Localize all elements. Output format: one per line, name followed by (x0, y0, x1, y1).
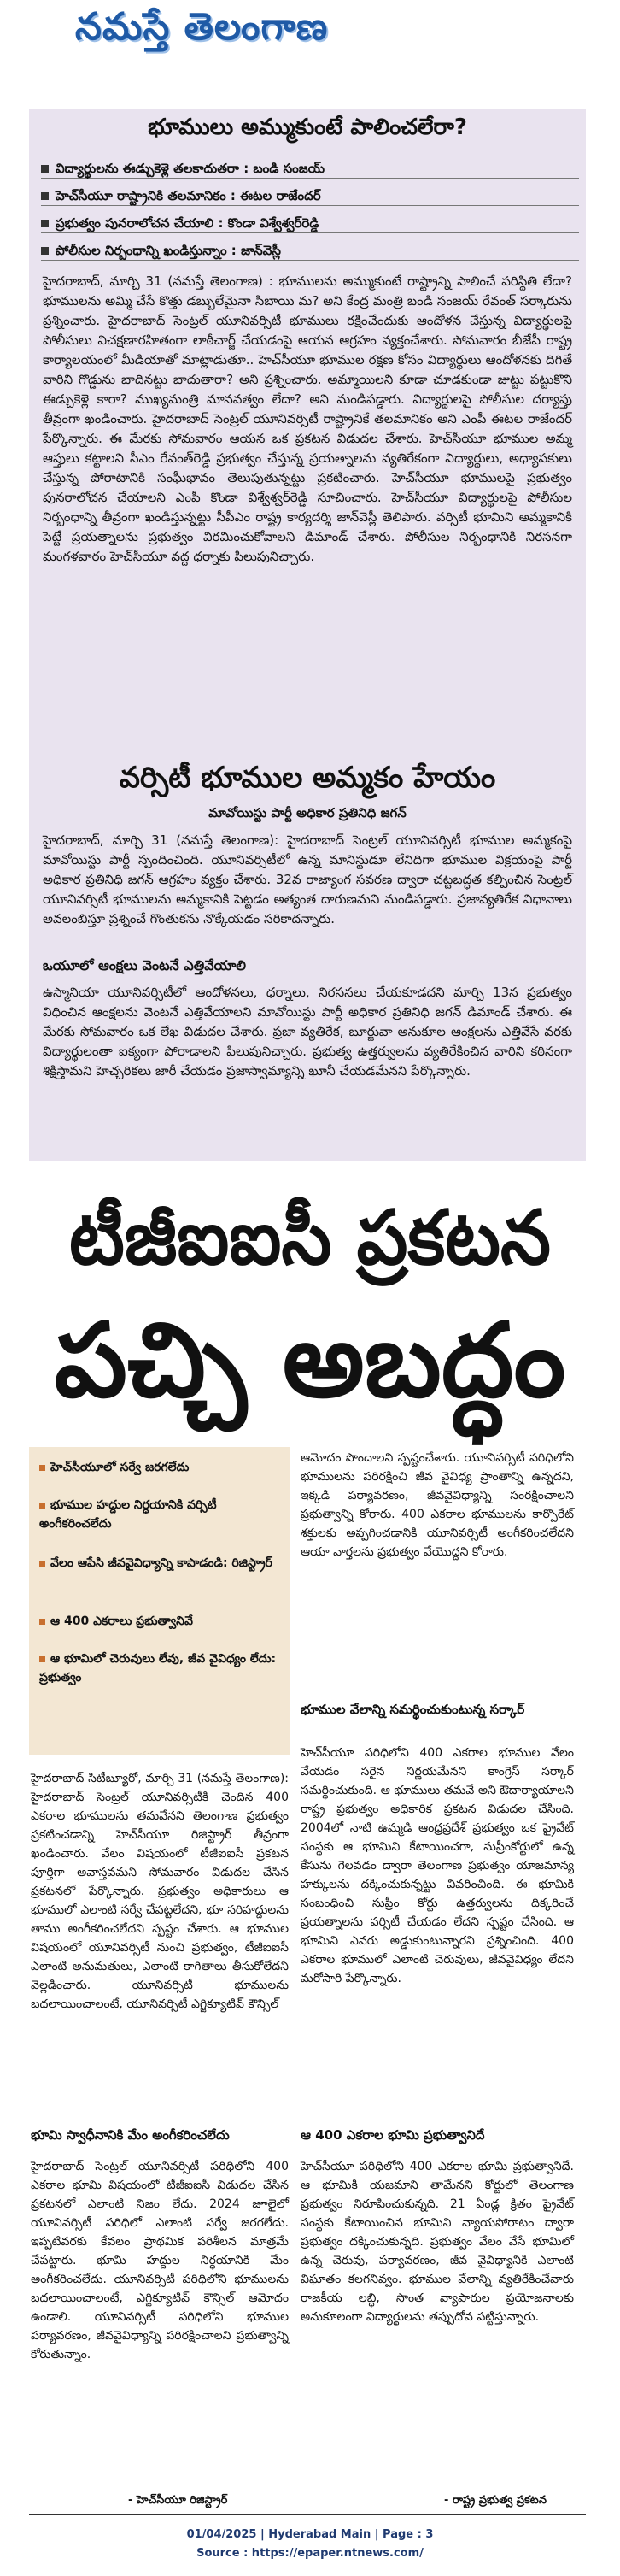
main-right-subhead: భూముల వేలాన్ని సమర్థించుకుంటున్న సర్కార్ (301, 1702, 525, 1717)
keypoints-box (29, 1447, 290, 1755)
article2-subhead2: ఒయూలో ఆంక్షలు వెంటనే ఎత్తివేయాలి (43, 957, 247, 973)
bullet-icon (41, 192, 49, 200)
keypoint: వేలం ఆపేసి జీవవైవిధ్యాన్ని కాపాడండి: రిజిస్ట్రార్ (39, 1554, 287, 1573)
article1-bullet: పోలీసుల నిర్బంధాన్ని ఖండిస్తున్నాం : జాన్‌వెస్లీ (41, 241, 579, 261)
keypoint: ఆ 400 ఎకరాలు ప్రభుత్వానివే (39, 1612, 287, 1631)
bullet-icon (41, 165, 49, 173)
bullet-icon (41, 220, 49, 227)
bullet-icon (39, 1503, 45, 1509)
article2-body: హైదరాబాద్, మార్చి 31 (నమస్తే తెలంగాణ): హైదరాబాద్ సెంట్రల్ యూనివర్సిటీ భూముల అమ్మకంపై మావోయిస్టు పార్టీ స్పందించింది. యూనివర్సిటీలో ఉన్న మానిస్టుడూ లేనిదిగా భూముల విక్రయంపై పార్టీ అధికార ప్రతినిధి జగన్ ఆగ్రహం వ్యక్తం చేశారు. 32వ రాజ్యాంగ సవరణ ద్వారా చట్టబద్ధత కల్పించిన సెంట్రల్ యూనివర్సిటీ భూములను అమ్మకానికి పెట్టడం అత్యంత దారుణమని మండిపడ్డారు. ప్రజావ్యతిరేక విధానాలు అవలంబిస్తూ ప్రశ్నించే గొంతుకను నొక్కేయడం సరికాదన్నారు. (43, 832, 572, 926)
bullet-icon (39, 1619, 45, 1625)
divider (29, 2514, 586, 2515)
main-right-body2: హెచ్‌సీయూ పరిధిలోని 400 ఎకరాల భూముల వేలం వేయడం సరైన నిర్ణయమేనని కాంగ్రెస్ సర్కార్ సమర్థించుకుంది. ఆ భూములు తమవే అని ఔదార్యాయాలని రాష్ట్ర ప్రభుత్వం అధికారిక ప్రకటన విడుదల చేసింది. 2004లో నాటి ఉమ్మడి ఆంధ్రప్రదేశ్ ప్రభుత్వం ఒక ప్రైవేట్ సంస్థకు ఆ భూమిని కేటాయించగా, సుప్రీంకోర్టులో ఉన్న కేసును గెలవడం ద్వారా తెలంగాణ ప్రభుత్వం యాజమాన్య హక్కులను దక్కించుకున్నట్టు వివరించింది. ఈ భూమికి సంబంధించి సుప్రీం కోర్టు ఉత్తర్వులను దిక్కరించే ప్రయత్నాలను పర్సిటీ చేయడం లేదని స్పష్టం చేసింది. ఆ భూమిని ఎవరు అడ్డుకుంటున్నారని ప్రశ్నించింది. 400 ఎకరాల భూములో ఎలాంటి చెరువులు, జీవవైవిధ్యం లేదని మరోసారి పేర్కొన్నారు. (301, 1746, 574, 1985)
article2-body2: ఉస్మానియా యూనివర్సిటీలో ఆందోళనలు, ధర్నాలు, నిరసనలు చేయకూడదని మార్చి 13న ప్రభుత్వం విధించిన ఆంక్షలను వెంటనే ఎత్తివేయాలని మావోయిస్టు పార్టీ అధికార ప్రతినిధి జగన్ డిమాండ్ చేశారు. ఈ మేరకు సోమవారం ఒక లేఖ విడుదల చేశారు. ప్రజా వ్యతిరేక, బూర్జువా అనుకూల ఆంక్షలను ఎత్తివేసే వరకు విద్యార్థులంతా ఐక్యంగా పోరాడాలని పిలుపునిచ్చారు. ప్రభుత్వ ఉత్తర్వులను వ్యతిరేకించిన వారిని కఠినంగా శిక్షిస్తామని హెచ్చరికలు జారీ చేయడం ప్రజాస్వామ్యాన్ని ఖూనీ చేయడమేనని పేర్కొన్నారు. (43, 985, 572, 1079)
col4-title: ఆ 400 ఎకరాల భూమి ప్రభుత్వానిదే (301, 2127, 485, 2143)
article1-bullet: విద్యార్థులను ఈడ్చుకెళ్లె తలకాదుతరా : బండి సంజయ్ (41, 159, 579, 179)
bullet-icon (41, 247, 49, 255)
col4-signature: - రాష్ట్ర ప్రభుత్వ ప్రకటన (444, 2494, 547, 2507)
article1-bullet: ప్రభుత్వం పునరాలోచన చేయాలి : కొండా విశ్వేశ్వర్‌రెడ్డి (41, 214, 579, 233)
keypoint: ఆ భూమిలో చెరువులు లేవు, జీవ వైవిధ్యం లేదు: ప్రభుత్వం (39, 1652, 277, 1685)
footer-meta: 01/04/2025 | Hyderabad Main | Page : 3 (186, 2528, 434, 2541)
newspaper-logo: నమస్తే తెలంగాణ (75, 5, 329, 49)
article1-body: హైదరాబాద్, మార్చి 31 (నమస్తే తెలంగాణ) : భూములను అమ్ముకుంటే రాష్ట్రాన్ని పాలించే పరిస్థితి లేదా? భూములను అమ్మి చేసే కొత్తు డబ్బులేమైనా సిబాయి మ? అని కేంద్ర మంత్రి బండి సంజయ్ రేవంత్ సర్కారును ప్రశ్నించారు. హైదరాబాద్ సెంట్రల్ యూనివర్సిటీ భూములు రక్షించేందుకు ఆందోళన చేస్తున్న విద్యార్థులపై పోలీసులు విచక్షణారహితంగా లాఠీచార్జ్ చేయడంపై ఆయన ఆగ్రహం వ్యక్తంచేశారు. సోమవారం బీజేపీ రాష్ట్ర కార్యాలయంలో మీడియాతో మాట్లాడుతూ.. హెచ్‌సీయూ భూముల రక్షణ కోసం విద్యార్థులు ఆందోళనకు దిగితే వారిని గొడ్డును బాదినట్టు బాదుతారా? అని ప్రశ్నించారు. అమ్మాయిలని కూడా చూడకుండా జుట్టు పట్టుకొని ఈడ్చుకెళ్లె కారా? ముఖ్యమంత్రి మానవత్వం లేదా? అని మండిపడ్డారు. విద్యార్థులపై పోలీసుల దర్యాప్తు తీవ్రంగా ఖండించారు. హైదరాబాద్ సెంట్రల్ యూనివర్సిటీ రాష్ట్రానికే తలమానికం అని ఎంపీ ఈటల రాజేందర్ పేర్కొన్నారు. ఈ మేరకు సోమవారం ఆయన ఒక ప్రకటన విడుదల చేశారు. హెచ్‌సీయూ భూముల అమ్మ ఆప్తులు కట్టాలని సీఎం రేవంత్‌రెడ్డి ప్రభుత్వం చేస్తున్న ప్రయత్నాలను వ్యతిరేకంగా విద్యార్థులు, అధ్యాపకులు చేస్తున్న పోరాటానికి సంఘీభావం తెలుపుతున్నట్టు ప్రకటించారు. హెచ్‌సీయూ భూములపై ప్రభుత్వం పునరాలోచన చేయాలని ఎంపీ కొండా విశ్వేశ్వర్‌రెడ్డి సూచించారు. హెచ్‌సీయూ విద్యార్థులపై పోలీసుల నిర్బంధాన్ని తీవ్రంగా ఖండిస్తున్నట్టు సీపీఎం రాష్ట్ర కార్యదర్శి జాన్‌వెస్లీ తెలిపారు. వర్సిటీ భూమిని అమ్మకానికి పెట్టే ప్రయత్నాలను ప్రభుత్వం విరమించుకోవాలని డిమాండ్ చేశారు. పోలీసుల నిర్బంధానికి నిరసనగా మంగళవారం హెచ్‌సీయూ వద్ద ధర్నాకు పిలుపునిచ్చారు. (43, 273, 572, 564)
masthead (0, 0, 620, 98)
bullet-icon (39, 1465, 45, 1471)
article2-headline: వర్సిటీ భూముల అమ్మకం హేయం (119, 761, 496, 795)
keypoint: భూముల హద్దుల నిర్ధయానికి వర్సిటీ అంగీకరించలేదు (39, 1498, 217, 1531)
article2-subhead: మావోయిస్టు పార్టీ అధికార ప్రతినిధి జగన్ (208, 805, 407, 820)
footer-source: Source : https://epaper.ntnews.com/ (196, 2547, 424, 2560)
main-headline-line2: పచ్చి అబద్ధం (54, 1302, 566, 1420)
bullet-icon (39, 1561, 45, 1567)
article1-bullet: హెచ్‌సీయూ రాష్ట్రానికి తలమానికం : ఈటల రాజేందర్ (41, 186, 579, 206)
col4-body: హెచ్‌సీయూ పరిధిలోని 400 ఎకరాల భూమి ప్రభుత్వానిదే. ఆ భూమికి యజమాని తామేనని కోర్టులో తెలంగాణ ప్రభుత్వం నిరూపించుకున్నది. 21 ఏండ్ల క్రితం ప్రైవేట్ సంస్థకు కేటాయించిన భూమిని న్యాయపోరాటం ద్వారా ప్రభుత్వం దక్కించుకున్నది. ప్రభుత్వం వేలం వేసే భూమిలో ఉన్న చెరువు, పర్యావరణం, జీవ వైవిధ్యానికి ఎలాంటి విఘాతం కలగనివ్వం. భూముల వేలాన్ని వ్యతిరేకించేవారు రాజకీయ లబ్ధి, సొంత వ్యాపారుల ప్రయోజనాలకు అనుకూలంగా విద్యార్థులను తప్పుదోవ పట్టిస్తున్నారు. (301, 2160, 574, 2324)
col3-signature: - హెచ్‌సీయూ రిజిస్ట్రార్ (128, 2494, 228, 2507)
main-right-body: ఆమోదం పొందాలని స్పష్టంచేశారు. యూనివర్సిటీ పరిధిలోని భూములను పరిరక్షించి జీవ వైవిధ్య ప్రాంతాన్ని ఉన్నదని, ఇక్కడి పర్యావరణం, జీవవైవిధ్యాన్ని సంరక్షించాలని ప్రభుత్వాన్ని కోరారు. 400 ఎకరాల భూములను కార్పొరేట్ శక్తులకు అప్పగించడానికి యూనివర్సిటీ అంగీకరించలేదని ఆయా వార్తలను ప్రభుత్వం వేయొద్దని కోరారు. (301, 1451, 574, 1559)
main-left-body: హైదరాబాద్ సిటీబ్యూరో, మార్చి 31 (నమస్తే తెలంగాణ): హైదరాబాద్ సెంట్రల్ యూనివర్సిటీకి చెందిన 400 ఎకరాల భూములను తమవేనని తెలంగాణ ప్రభుత్వం ప్రకటించడాన్ని హెచ్‌సీయూ రిజిస్ట్రార్ తీవ్రంగా ఖండించారు. వేలం విషయంలో టీజీఐఐసీ ప్రకటన పూర్తిగా అవాస్తవమని సోమవారం విడుదల చేసిన ప్రకటనలో పేర్కొన్నారు. ప్రభుత్వం అధికారులు ఆ భూములో ఎలాంటి సర్వే చేపట్టలేదని, భూ సరిహద్దులను తాము అంగీకరించలేదని స్పష్టం చేశారు. ఆ భూముల విషయంలో యూనివర్సిటీ నుంచి ప్రభుత్వం, టీజీఐఐసీ ఎలాంటి అనుమతులు, ఎలాంటి కాగితాలు తీసుకోలేదని వెల్లడించారు. యూనివర్సిటీ భూములను బదలాయించాలంటే, యూనివర్సిటీ ఎగ్జిక్యూటివ్ కౌన్సిల్ (31, 1772, 289, 2011)
col3-title: భూమి స్వాధీనానికి మేం అంగీకరించలేదు (31, 2127, 230, 2143)
col3-body: హైదరాబాద్ సెంట్రల్ యూనివర్సిటీ పరిధిలోని 400 ఎకరాల భూమి విషయంలో టీజీఐఐసీ విడుదల చేసిన ప్రకటనలో ఎలాంటి నిజం లేదు. 2024 జూలైలో యూనివర్సిటీ పరిధిలో ఎలాంటి సర్వే జరగలేదు. ఇప్పటివరకు కేవలం ప్రాథమిక పరిశీలన మాత్రమే చేపట్టారు. భూమి హద్దుల నిర్ధయానికి మేం అంగీకరించలేదు. యూనివర్సిటీ పరిధిలోని భూములను బదలాయించాలంటే, ఎగ్జిక్యూటివ్ కౌన్సిల్ ఆమోదం ఉండాలి. యూనివర్సిటీ పరిధిలోని భూముల పర్యావరణం, జీవవైవిధ్యాన్ని పరిరక్షించాలని ప్రభుత్వాన్ని కోరుతున్నాం. (31, 2160, 289, 2361)
article1-headline: భూములు అమ్ముకుంటే పాలించలేరా? (148, 115, 467, 140)
main-headline-line1: టీజీఐఐసీ ప్రకటన (69, 1193, 551, 1282)
bullet-icon (39, 1656, 45, 1662)
keypoint: హెచ్‌సీయూలో సర్వే జరగలేదు (39, 1458, 287, 1477)
